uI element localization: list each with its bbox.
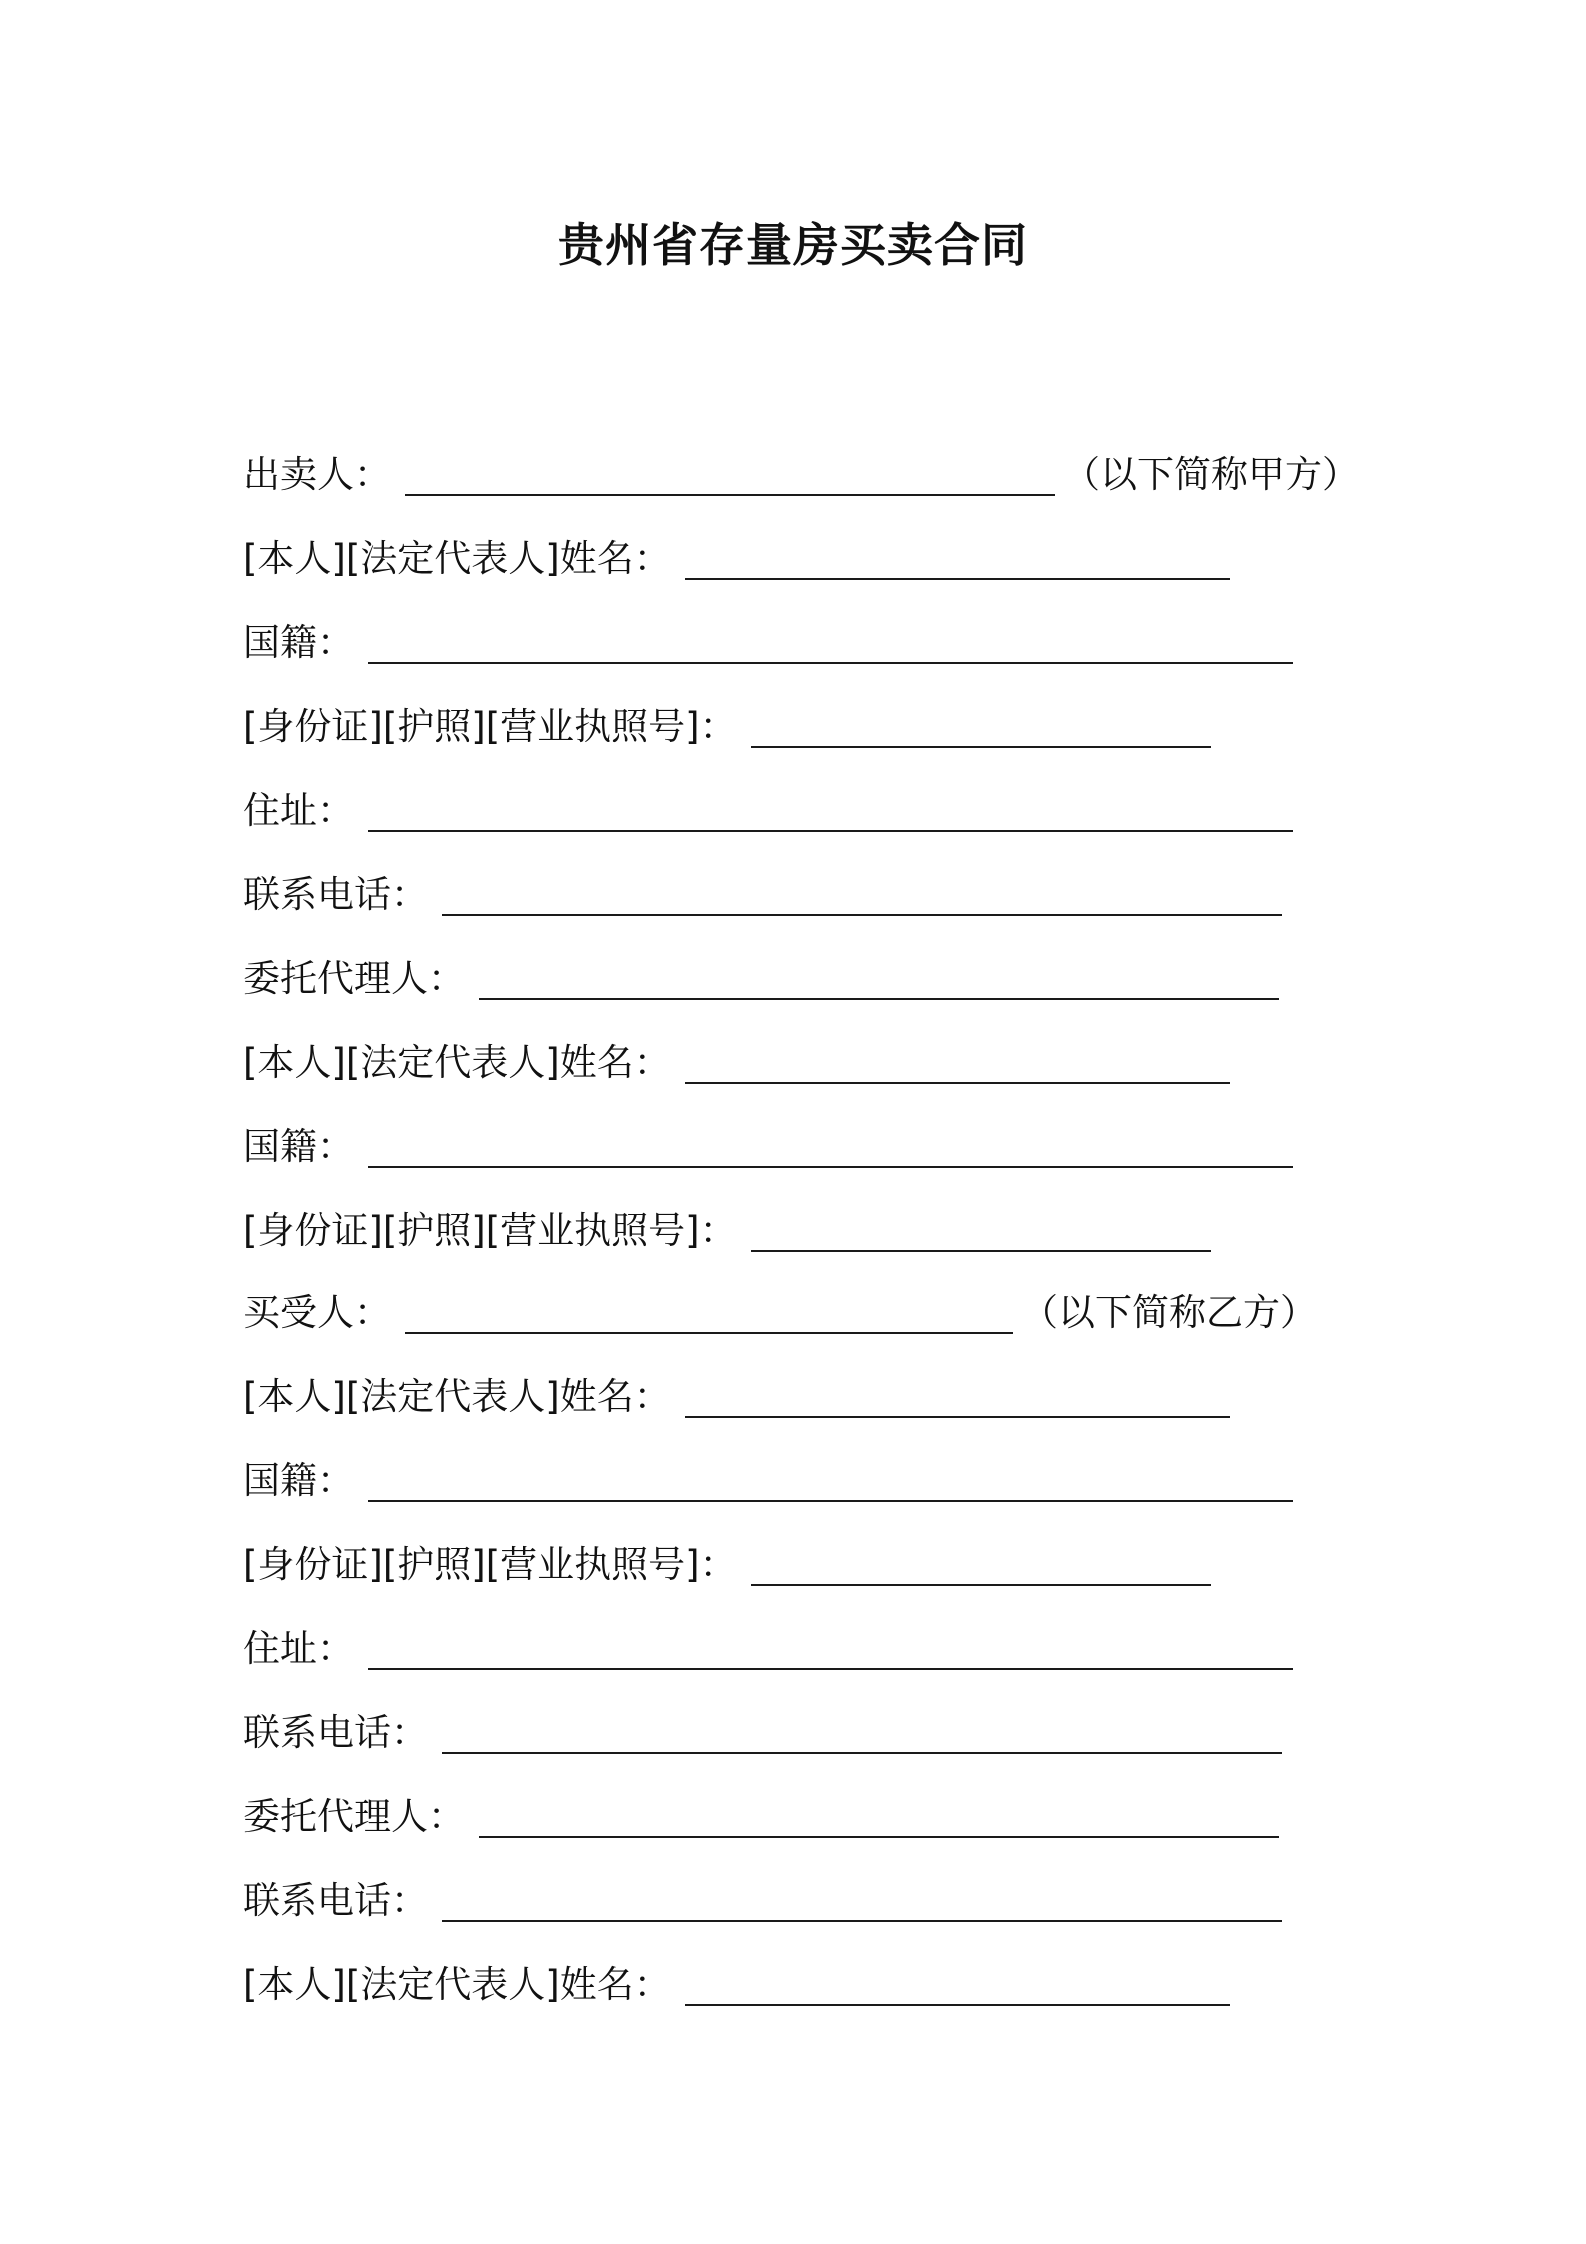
- field-buyer-nationality: [243, 1456, 1293, 1506]
- field-seller-id: [243, 702, 1211, 752]
- field-seller-phone: [243, 870, 1282, 920]
- field-label: [身份证][护照][营业执照号]：: [243, 705, 737, 748]
- blank-line[interactable]: [405, 1298, 1013, 1334]
- field-label: 住址：: [243, 789, 354, 832]
- field-seller-nationality: [243, 618, 1293, 668]
- field-suffix: （以下简称乙方）: [1021, 1291, 1317, 1334]
- field-label: 买受人：: [243, 1291, 391, 1334]
- field-label: 住址：: [243, 1627, 354, 1670]
- field-seller-agent-id: [243, 1206, 1211, 1256]
- field-label: [本人][法定代表人]姓名：: [243, 1375, 671, 1418]
- field-buyer-agent: [243, 1792, 1279, 1842]
- field-label: 国籍：: [243, 1125, 354, 1168]
- field-label: [本人][法定代表人]姓名：: [243, 1963, 671, 2006]
- field-label: 联系电话：: [243, 1711, 428, 1754]
- field-buyer-phone: [243, 1708, 1282, 1758]
- blank-line[interactable]: [442, 880, 1282, 916]
- field-seller-name: [243, 534, 1230, 584]
- blank-line[interactable]: [442, 1886, 1282, 1922]
- field-label: 出卖人：: [243, 453, 391, 496]
- field-buyer-id: [243, 1540, 1211, 1590]
- field-label: 联系电话：: [243, 873, 428, 916]
- field-buyer-agent-name: [243, 1960, 1230, 2010]
- blank-line[interactable]: [685, 1048, 1230, 1084]
- blank-line[interactable]: [368, 1466, 1293, 1502]
- blank-line[interactable]: [368, 1132, 1293, 1168]
- field-label: 国籍：: [243, 1459, 354, 1502]
- field-seller-address: [243, 786, 1293, 836]
- field-seller: [243, 450, 1359, 500]
- blank-line[interactable]: [479, 964, 1279, 1000]
- blank-line[interactable]: [685, 544, 1230, 580]
- field-label: [本人][法定代表人]姓名：: [243, 537, 671, 580]
- field-label: 联系电话：: [243, 1879, 428, 1922]
- document-title: 贵州省存量房买卖合同: [558, 218, 1028, 272]
- field-buyer-address: [243, 1624, 1293, 1674]
- field-label: [本人][法定代表人]姓名：: [243, 1041, 671, 1084]
- blank-line[interactable]: [405, 460, 1055, 496]
- field-label: 委托代理人：: [243, 957, 465, 1000]
- field-seller-agent-name: [243, 1038, 1230, 1088]
- field-seller-agent-nationality: [243, 1122, 1293, 1172]
- blank-line[interactable]: [368, 1634, 1293, 1670]
- field-label: [身份证][护照][营业执照号]：: [243, 1543, 737, 1586]
- blank-line[interactable]: [751, 712, 1211, 748]
- blank-line[interactable]: [368, 628, 1293, 664]
- field-suffix: （以下简称甲方）: [1063, 453, 1359, 496]
- blank-line[interactable]: [368, 796, 1293, 832]
- field-buyer-name: [243, 1372, 1230, 1422]
- blank-line[interactable]: [751, 1216, 1211, 1252]
- blank-line[interactable]: [751, 1550, 1211, 1586]
- blank-line[interactable]: [479, 1802, 1279, 1838]
- blank-line[interactable]: [442, 1718, 1282, 1754]
- blank-line[interactable]: [685, 1382, 1230, 1418]
- field-buyer-agent-phone: [243, 1876, 1282, 1926]
- field-label: [身份证][护照][营业执照号]：: [243, 1209, 737, 1252]
- field-buyer: [243, 1288, 1317, 1338]
- field-seller-agent: [243, 954, 1279, 1004]
- field-label: 国籍：: [243, 621, 354, 664]
- field-label: 委托代理人：: [243, 1795, 465, 1838]
- blank-line[interactable]: [685, 1970, 1230, 2006]
